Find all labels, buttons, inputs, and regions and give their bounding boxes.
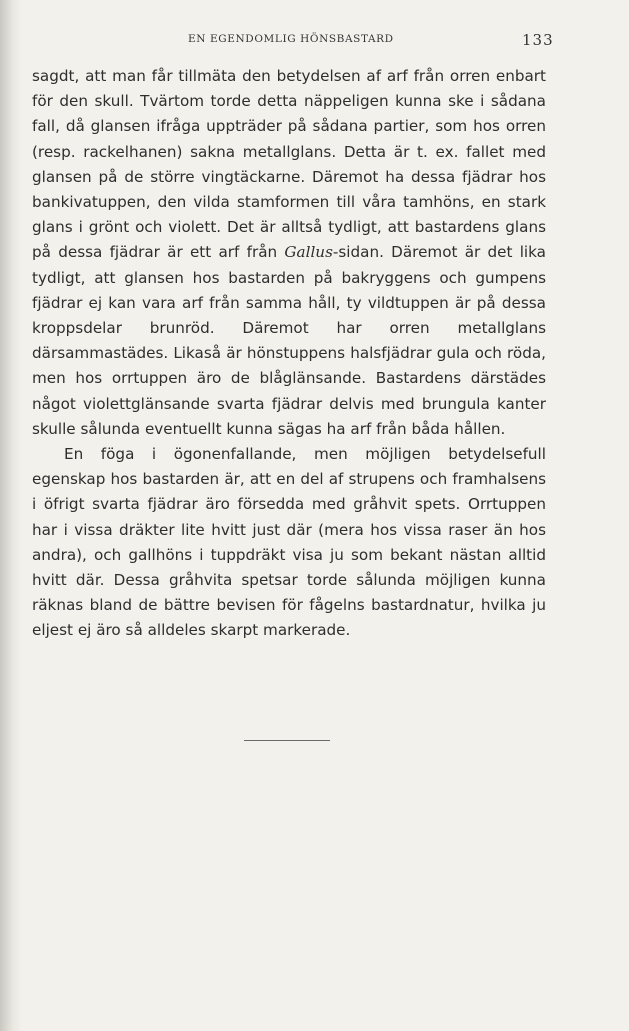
section-end-rule xyxy=(244,740,330,741)
page-number: 133 xyxy=(522,31,554,49)
paragraph-1-text: sagdt, att man får tillmäta den betydelsen af arf från orren enbart för den skull. Tvärtom torde detta näppeligen kunna ske i sådana fall, då glansen ifråga uppträder på sådana partier, som hos orren (resp. rackelhanen) sakna metallglans. Detta är t. ex. fallet med glansen på de större vingtäckarne. Däremot ha dessa fjädrar hos bankivatuppen, den vilda stamformen till våra tamhöns, en stark glans i grönt och violett. Det är alltså tydligt, att bastardens glans på dessa fjädrar är ett arf från xyxy=(32,67,546,262)
running-title: EN EGENDOMLIG HÖNSBASTARD xyxy=(188,33,394,45)
running-head xyxy=(0,33,629,49)
page-edge-shadow xyxy=(0,0,22,1031)
paragraph-2: En föga i ögonenfallande, men möjligen betydelsefull egenskap hos bastarden är, att en del af strupens och framhalsens i öfrigt svarta fjädrar äro försedda med gråhvit spets. Orrtuppen har i vissa dräkter lite hvitt just där (mera hos vissa raser än hos andra), och gallhöns i tuppdräkt visa ju som bekant nästan alltid hvitt där. Dessa gråhvita spetsar torde sålunda möjligen kunna räknas bland de bättre bevisen för fågelns bastardnatur, hvilka ju eljest ej äro så alldeles skarpt markerade. xyxy=(32,445,546,640)
italic-genus-name: Gallus xyxy=(284,243,333,262)
paragraph-1 xyxy=(32,64,546,442)
body-text xyxy=(32,64,546,644)
paragraph-1-continuation: -sidan. Däremot är det lika tydligt, att glansen hos bastarden på bakryggens och gumpens fjädrar ej kan vara arf från samma håll, ty vildtuppen är på dessa kroppsdelar brunröd. Däremot har orren metallglans därsammastädes. Likaså är hönstuppens halsfjädrar gula och röda, men hos orrtuppen äro de blåglänsande. Bastardens därstädes något violettglänsande svarta fjädrar delvis med brungula kanter skulle sålunda eventuellt kunna sägas ha arf från båda hållen. xyxy=(32,243,546,438)
